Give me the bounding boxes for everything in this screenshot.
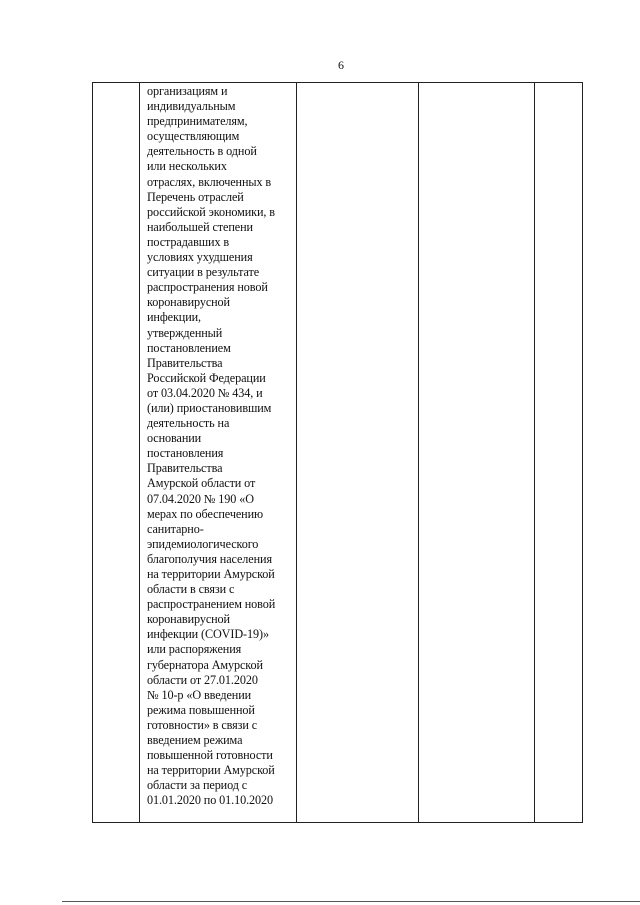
table-column-divider — [534, 82, 535, 823]
table-column-divider — [139, 82, 140, 823]
table-cell-text: организациям и индивидуальным предпринимателям, осуществляющим деятельность в одной или нескольких отраслях, включенных в Перечень отраслей российской экономики, в наибольшей степени пострадавших в условиях ухудшения ситуации в результате распространения новой коронавирусной инфекции, утвержденный постановлением Правительства Российской Федерации от 03.04.2020 № 434, и (или) приостановившим деятельность на основании постановления Правительства Амурской области от 07.04.2020 № 190 «О мерах по обеспечению санитарно- эпидемиологического благополучия населения на территории Амурской области в связи с распространением новой коронавирусной инфекции (COVID-19)» или распоряжения губернатора Амурской области от 27.01.2020 № 10-р «О введении режима повышенной готовности» в связи с введением режима повышенной готовности на территории Амурской области за период с 01.01.2020 по 01.10.2020 — [147, 84, 276, 808]
document-table — [92, 82, 583, 823]
page-number: 6 — [338, 58, 344, 72]
table-column-divider — [418, 82, 419, 823]
page-bottom-rule — [62, 901, 640, 902]
